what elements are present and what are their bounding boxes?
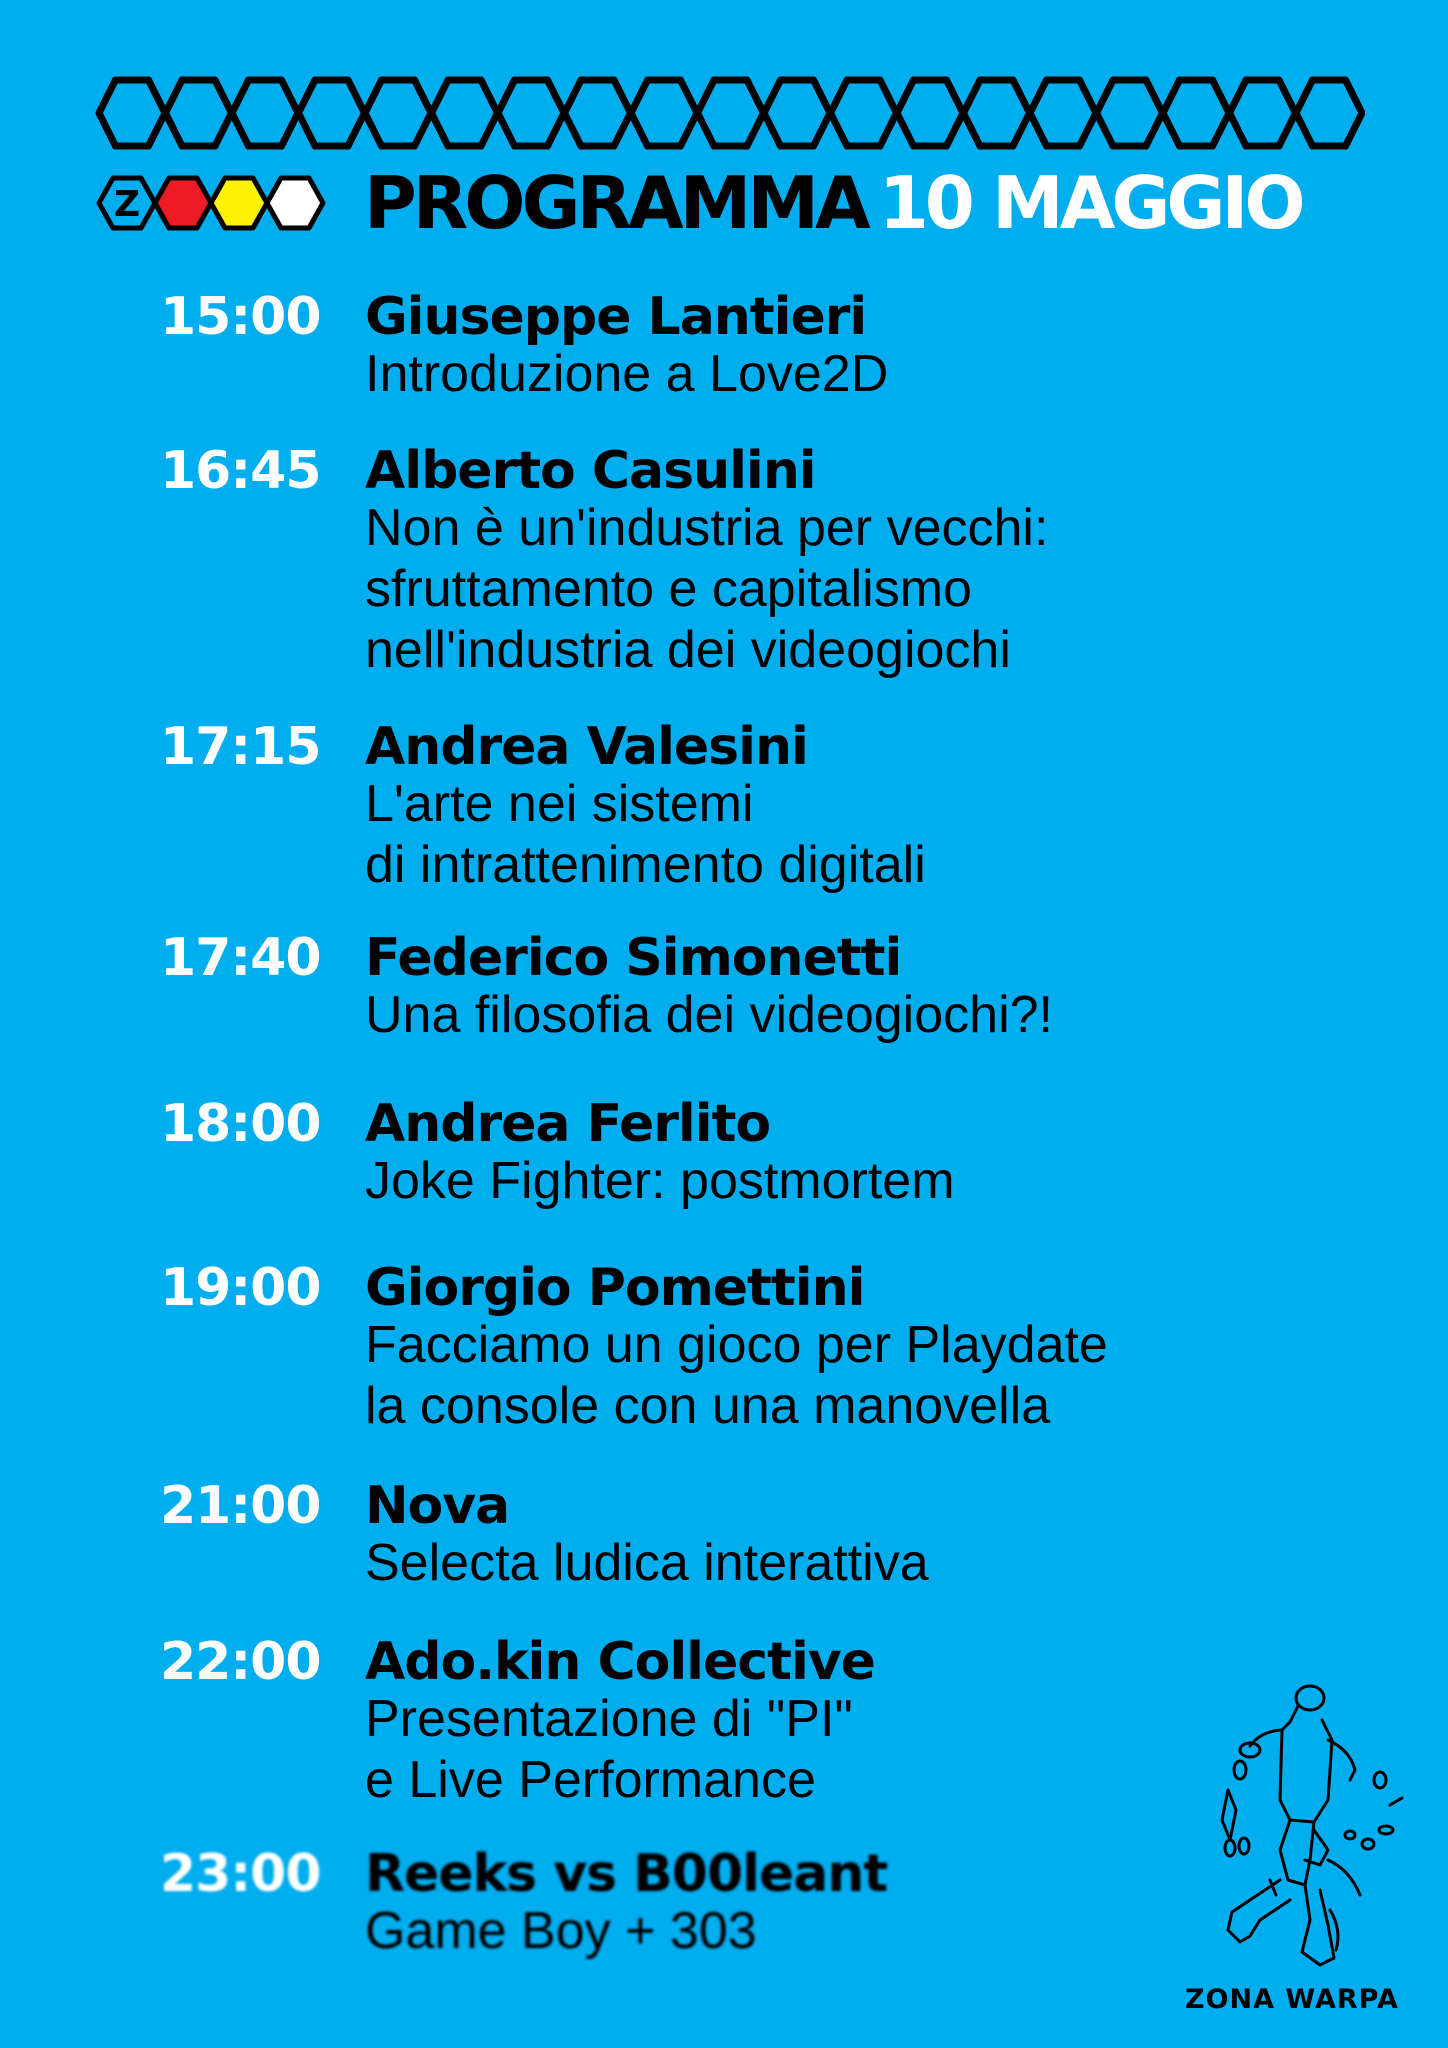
entry-description [365,1901,757,1962]
description-line: la console con una manovella [365,1377,1051,1435]
description-line: Non è un'industria per vecchi: [365,499,1049,557]
entry-description [365,344,888,405]
hexagon-cell [498,80,564,146]
hexagon-cell [831,80,897,146]
hexagon-cell [432,80,498,146]
description-line: nell'industria dei videogiochi [365,621,1011,679]
hexagon-cell [232,80,298,146]
description-line: Presentazione di "PI" [365,1690,853,1748]
hexagon-cell [1030,80,1096,146]
hexagon-cell [897,80,963,146]
description-line: Facciamo un gioco per Playdate [365,1316,1108,1374]
description-line: Introduzione a Love2D [365,345,889,403]
entry-speaker: Alberto Casulini [365,441,816,501]
hexagon-cell [166,80,232,146]
page-title [364,161,1302,245]
svg-text:Z: Z [113,184,141,225]
entry-description [365,1689,853,1811]
entry-time: 19:00 [160,1258,321,1318]
description-line: Joke Fighter: postmortem [365,1152,955,1210]
entry-speaker: Andrea Valesini [365,717,808,777]
mascot-illustration [1210,1680,1420,1980]
entry-speaker: Nova [365,1476,510,1536]
title-programma: PROGRAMMA [364,161,867,245]
title-date: 10 MAGGIO [878,161,1302,245]
brand-label: ZONA WARPA [1185,1984,1399,2015]
description-line: di intrattenimento digitali [365,836,926,894]
entry-description [365,1533,929,1594]
hexagon-cell [698,80,764,146]
entry-time: 21:00 [160,1476,321,1536]
hexagon-border-decoration [95,72,1365,154]
header [85,158,1375,248]
description-line: sfruttamento e capitalismo [365,560,972,618]
entry-description [365,498,1048,681]
hexagon-cell [631,80,697,146]
entry-time: 23:00 [160,1844,321,1904]
hexagon-cell [99,80,165,146]
hexagon-cell [764,80,830,146]
hexagon-cell [565,80,631,146]
entry-time: 17:40 [160,928,321,988]
entry-time: 16:45 [160,441,321,501]
entry-description [365,1315,1108,1437]
hexagon-cell [299,80,365,146]
entry-time: 17:15 [160,717,321,777]
entry-time: 22:00 [160,1632,321,1692]
entry-description [365,774,926,896]
description-line: Selecta ludica interattiva [365,1534,929,1592]
entry-speaker: Andrea Ferlito [365,1094,771,1154]
entry-description [365,1151,955,1212]
hexagon-cell [365,80,431,146]
zona-warpa-logo [85,158,350,248]
description-line: L'arte nei sistemi [365,775,754,833]
description-line: Game Boy + 303 [365,1902,757,1960]
hexagon-cell [964,80,1030,146]
hexagon-cell [1230,80,1296,146]
description-line: Una filosofia dei videogiochi?! [365,986,1053,1044]
entry-speaker: Ado.kin Collective [365,1632,875,1692]
entry-description [365,985,1053,1046]
hexagon-cell [1097,80,1163,146]
entry-time: 15:00 [160,287,321,347]
description-line: e Live Performance [365,1751,816,1809]
entry-speaker: Federico Simonetti [365,928,902,988]
entry-speaker: Giorgio Pomettini [365,1258,865,1318]
entry-time: 18:00 [160,1094,321,1154]
hexagon-cell [1296,80,1362,146]
hexagon-cell [1163,80,1229,146]
entry-speaker: Reeks vs B00leant [365,1844,888,1904]
entry-speaker: Giuseppe Lantieri [365,287,867,347]
